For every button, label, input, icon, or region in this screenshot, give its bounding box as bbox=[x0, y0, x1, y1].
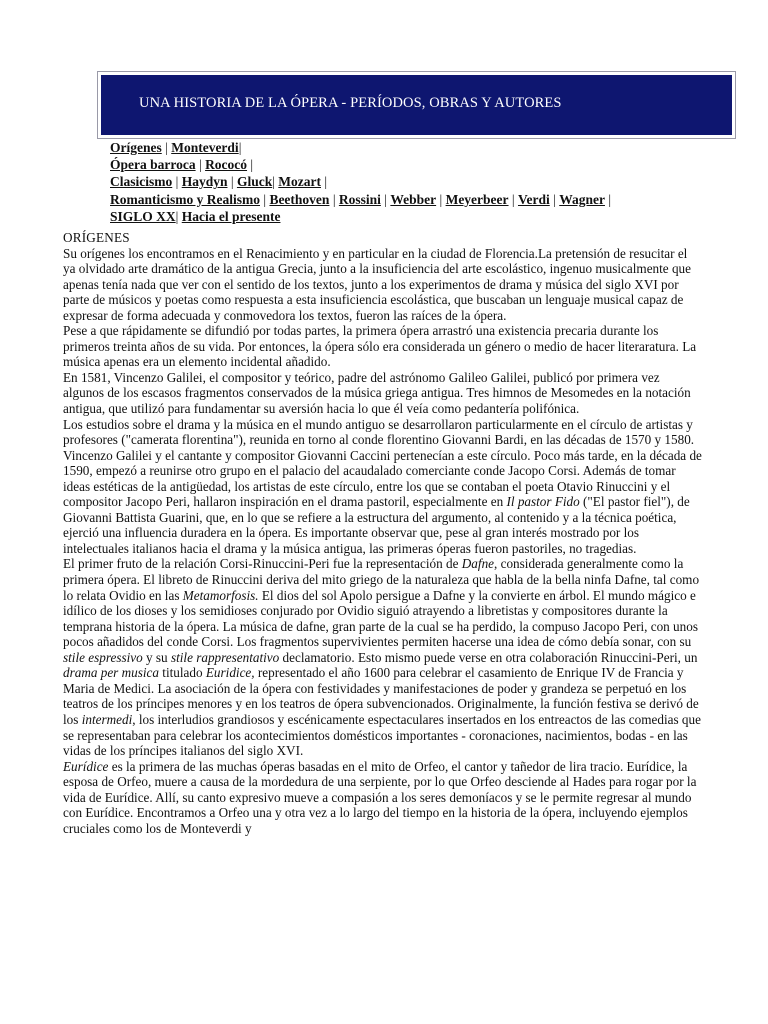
text-run: Su orígenes los encontramos en el Renacimiento y en particular en la ciudad de Florencia.La pretensión de resucitar el ya olvidado arte dramático de la antigua Grecia, junto a la insuficiencia del arte escolástico, ingenuo musicalmente que apenas tenía nada que ver con el sentido de los textos, junto a los experimentos de drama y música del siglo XVI por parte de músicos y poetas como respuesta a esta insuficiencia escolástica, que buscaban un lenguaje musical capaz de expresar de forma adecuada y conmovedora los textos, fueron las raíces de la ópera. bbox=[63, 245, 691, 323]
italic-title: drama per musica bbox=[63, 665, 159, 681]
article-body bbox=[63, 246, 703, 837]
paragraph bbox=[63, 759, 703, 837]
nav-separator: | bbox=[508, 191, 518, 207]
paragraph bbox=[63, 417, 703, 557]
nav-separator: | bbox=[161, 140, 172, 155]
nav-link[interactable]: Monteverdi bbox=[171, 140, 239, 155]
nav-separator: | bbox=[604, 191, 612, 207]
nav-separator: | bbox=[247, 157, 254, 173]
paragraph bbox=[63, 323, 703, 370]
nav-line bbox=[110, 139, 710, 156]
page-title: UNA HISTORIA DE LA ÓPERA - PERÍODOS, OBRAS Y AUTORES bbox=[139, 95, 562, 111]
nav-link[interactable]: Webber bbox=[390, 191, 437, 207]
paragraph bbox=[63, 370, 703, 417]
italic-title: intermedi bbox=[81, 711, 133, 727]
nav-link[interactable]: Rossini bbox=[338, 191, 381, 207]
nav-link[interactable]: Orígenes bbox=[110, 140, 162, 155]
text-run: y su bbox=[142, 649, 171, 665]
nav-separator: | bbox=[259, 191, 270, 207]
nav-separator: | bbox=[172, 174, 182, 190]
text-run: , los interludios grandiosos y escénicamente espectaculares insertados en los entreactos de las comedias que se representaban para celebrar los acontecimientos domésticos importantes - coronaciones, nacimientos, bodas - en las vidas de los príncipes italianos del siglo XVI. bbox=[63, 711, 701, 759]
nav-separator: | bbox=[549, 191, 560, 207]
text-run: Los estudios sobre el drama y la música en el mundo antiguo se desarrollaron particularmente en el círculo de artistas y profesores ("camerata florentina"), reunida en torno al conde florentino Giovanni Bardi, en las décadas de 1570 y 1580. Vincenzo Galilei y el cantante y compositor Giovanni Caccini pertenecían a este círculo. Poco más tarde, en la década de 1590, empezó a reunirse otro grupo en el palacio del acaudalado comerciante conde Jacopo Corsi. Además de tomar ideas estéticas de la antigüedad, los artistas de este círculo, entre los que se contaban el poeta Otavio Rinuccini y el compositor Jacopo Peri, hallaron inspiración en el drama pastoril, especialmente en bbox=[63, 416, 702, 510]
italic-title: stile espressivo bbox=[63, 649, 143, 665]
nav-link[interactable]: Beethoven bbox=[269, 191, 330, 207]
text-run: El dios del sol Apolo persigue a Dafne y la convierte en árbol. El mundo mágico e idílico de los dioses y los semidioses conjurado por Ovidio siguió atrayendo a libretistas y compositores durante la temprana historia de la ópera. La música de dafne, gran parte de la cual se ha perdido, la compuso Jacopo Peri, con unos pocos añadidos del conde Corsi. Los fragmentos supervivientes permiten hacerse una idea de cómo debía sonar, con su bbox=[63, 587, 698, 650]
text-run: representado el año 1600 para celebrar el casamiento de Enrique IV de Francia y Maria de Medici. La asociación de la ópera con festividades y manifestaciones de poder y grandeza se perpetuó en los teatros de los príncipes menores y en los teatros de ópera subvencionados. Originalmente, la función festiva se derivó de los bbox=[63, 665, 699, 727]
italic-title: Dafne bbox=[461, 556, 495, 572]
nav-link[interactable]: Meyerbeer bbox=[445, 191, 509, 207]
text-run: Pese a que rápidamente se difundió por todas partes, la primera ópera arrastró una existencia precaria durante los primeros treinta años de su vida. Por entonces, la ópera sólo era considerada un género o medio de hacer literaratura. La música apenas era un elemento incidental añadido. bbox=[63, 323, 697, 370]
italic-title: stile rappresentativo bbox=[170, 649, 280, 665]
nav-separator: | bbox=[195, 157, 206, 173]
nav-separator: | bbox=[175, 208, 182, 224]
text-run: titulado bbox=[158, 665, 206, 681]
section-heading: ORÍGENES bbox=[63, 230, 130, 245]
nav-link[interactable]: Clasicismo bbox=[110, 174, 173, 190]
text-run: declamatorio. Esto mismo puede verse en otra colaboración Rinuccini-Peri, un bbox=[279, 649, 698, 665]
italic-title: Euridice, bbox=[205, 665, 255, 681]
paragraph bbox=[63, 556, 703, 758]
italic-title: Metamorfosis. bbox=[182, 587, 259, 603]
nav-link[interactable]: Ópera barroca bbox=[110, 157, 196, 173]
nav-link[interactable]: Mozart bbox=[278, 174, 322, 190]
period-navigation bbox=[110, 139, 710, 225]
text-run: , considerada generalmente como la primera ópera. El libreto de Rinuccini deriva del mito griego de la naturaleza que habla de la bella ninfa Dafne, tal como lo relata Ovidio en las bbox=[63, 556, 700, 603]
italic-title: Il pastor Fido bbox=[506, 494, 580, 510]
nav-link[interactable]: Romanticismo y Realismo bbox=[110, 191, 260, 207]
nav-link[interactable]: Haydyn bbox=[181, 174, 228, 190]
nav-separator: | bbox=[227, 174, 237, 190]
header-frame bbox=[97, 71, 736, 139]
text-run: El primer fruto de la relación Corsi-Rinuccini-Peri fue la representación de bbox=[63, 556, 462, 572]
nav-separator: | bbox=[329, 191, 339, 207]
nav-link[interactable]: Gluck bbox=[236, 174, 273, 190]
nav-separator: | bbox=[321, 174, 328, 190]
nav-link[interactable]: Verdi bbox=[517, 191, 550, 207]
nav-link[interactable]: SIGLO XX bbox=[110, 208, 176, 224]
article-content bbox=[63, 230, 703, 836]
text-run: En 1581, Vincenzo Galilei, el compositor y teórico, padre del astrónomo Galileo Galilei, publicó por primera vez algunos de los escasos fragmentos conservados de la música griega antigua. Tres himnos de Mesomedes en la notación antigua, que utilizó para fundamentar su aversión hacia lo que él veía como pedantería polifónica. bbox=[63, 369, 691, 417]
nav-separator: | bbox=[272, 174, 279, 190]
nav-separator: | bbox=[238, 140, 242, 155]
nav-line bbox=[110, 191, 710, 208]
nav-link[interactable]: Wagner bbox=[559, 191, 605, 207]
text-run: es la primera de las muchas óperas basadas en el mito de Orfeo, el cantor y tañedor de lira tracio. Eurídice, la esposa de Orfeo, muere a causa de la mordedura de una serpiente, por lo que Orfeo desciende al Hades para rogar por la vida de Eurídice. Allí, su canto expresivo mueve a compasión a los seres demoníacos y se le permite regresar al mundo con Eurídice. Encontramos a Orfeo una y otra vez a lo largo del tiempo en la historia de la ópera, incluyendo ejemplos cruciales como los de Monteverdi y bbox=[63, 758, 697, 836]
nav-line bbox=[110, 208, 710, 225]
nav-line bbox=[110, 156, 710, 173]
nav-separator: | bbox=[436, 191, 446, 207]
nav-line bbox=[110, 173, 710, 190]
header-banner bbox=[101, 75, 732, 135]
nav-separator: | bbox=[380, 191, 391, 207]
italic-title: Eurídice bbox=[63, 758, 109, 774]
paragraph bbox=[63, 246, 703, 324]
nav-link[interactable]: Hacia el presente bbox=[181, 208, 281, 224]
nav-link[interactable]: Rococó bbox=[205, 157, 248, 173]
text-run: ("El pastor fiel"), de Giovanni Battista Guarini, que, en lo que se refiere a la estructura del argumento, al contenido y a la técnica poética, ejerció una influencia duradera en la ópera. Es importante observar que, pese al gran interés mostrado por los intelectuales italianos hacia el drama y la música antigua, las primeras óperas fueron pastoriles, no tragedias. bbox=[63, 494, 690, 556]
